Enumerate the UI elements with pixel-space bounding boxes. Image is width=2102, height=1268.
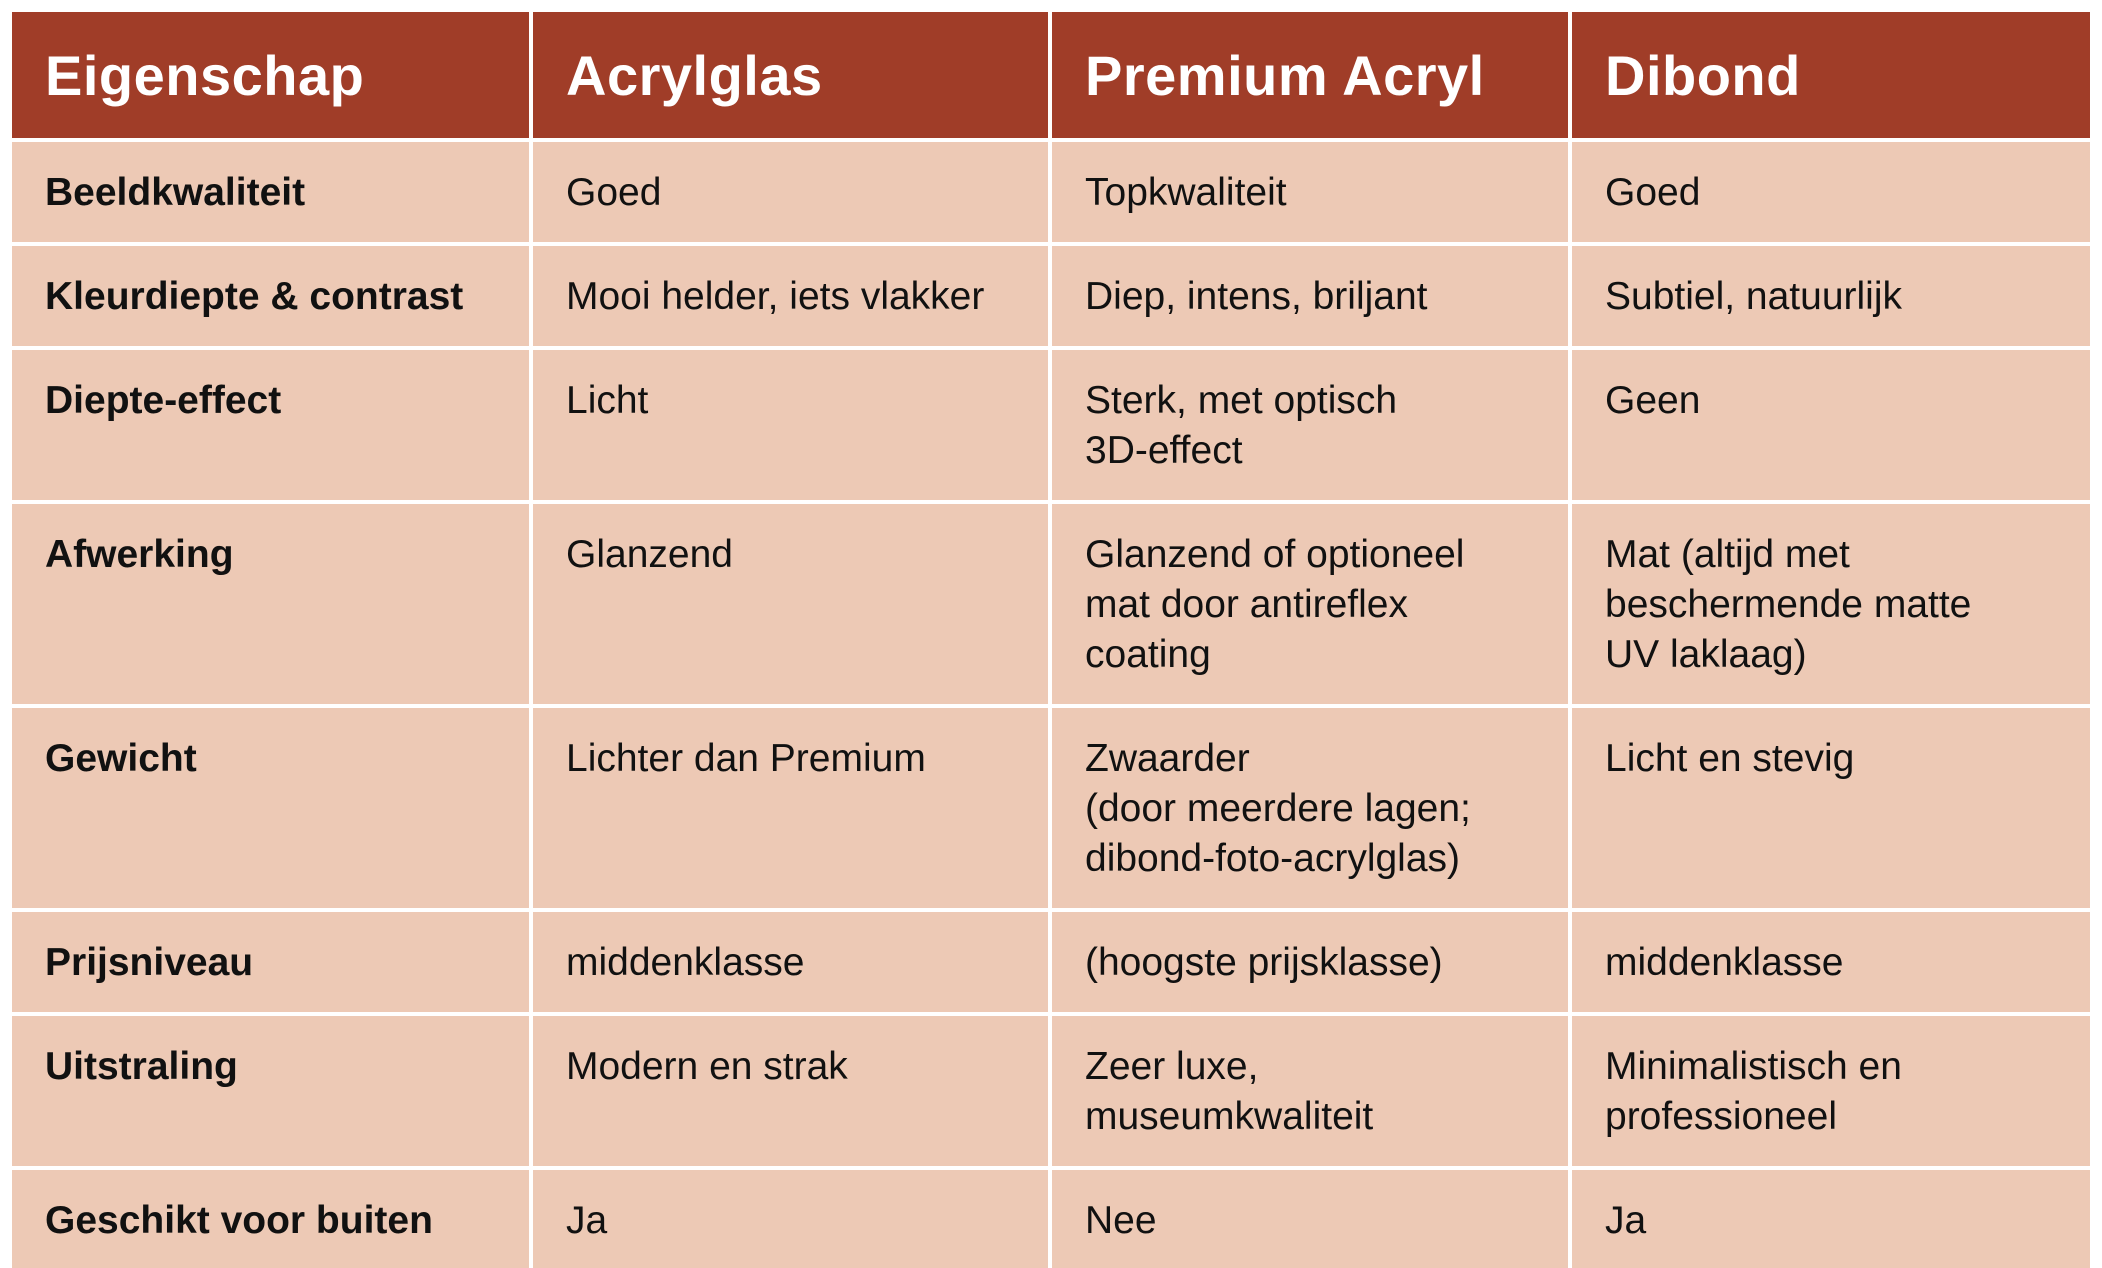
table-cell: Diep, intens, briljant xyxy=(1050,244,1570,348)
comparison-table-container xyxy=(12,12,2090,1268)
table-row xyxy=(12,244,2090,348)
row-label: Afwerking xyxy=(12,502,531,706)
table-cell: (hoogste prijsklasse) xyxy=(1050,910,1570,1014)
table-cell: Modern en strak xyxy=(531,1014,1050,1168)
row-label: Geschikt voor buiten xyxy=(12,1168,531,1268)
table-cell: Geen xyxy=(1570,348,2090,502)
table-cell: Sterk, met optisch 3D-effect xyxy=(1050,348,1570,502)
table-row xyxy=(12,910,2090,1014)
table-cell: Goed xyxy=(1570,140,2090,244)
table-cell: Licht en stevig xyxy=(1570,706,2090,910)
row-label: Gewicht xyxy=(12,706,531,910)
table-cell: middenklasse xyxy=(1570,910,2090,1014)
table-cell: Mat (altijd met beschermende matte UV laklaag) xyxy=(1570,502,2090,706)
row-label: Uitstraling xyxy=(12,1014,531,1168)
column-header-property: Eigenschap xyxy=(12,12,531,140)
row-label: Diepte-effect xyxy=(12,348,531,502)
table-row xyxy=(12,348,2090,502)
row-label: Prijsniveau xyxy=(12,910,531,1014)
table-cell: Glanzend of optioneel mat door antireflex coating xyxy=(1050,502,1570,706)
table-row xyxy=(12,1168,2090,1268)
table-cell: Glanzend xyxy=(531,502,1050,706)
table-row xyxy=(12,706,2090,910)
column-header-dibond: Dibond xyxy=(1570,12,2090,140)
table-body xyxy=(12,140,2090,1268)
table-cell: middenklasse xyxy=(531,910,1050,1014)
column-header-acrylglas: Acrylglas xyxy=(531,12,1050,140)
table-cell: Ja xyxy=(531,1168,1050,1268)
row-label: Beeldkwaliteit xyxy=(12,140,531,244)
table-cell: Nee xyxy=(1050,1168,1570,1268)
table-cell: Licht xyxy=(531,348,1050,502)
table-row xyxy=(12,502,2090,706)
table-row xyxy=(12,1014,2090,1168)
table-header xyxy=(12,12,2090,140)
table-cell: Topkwaliteit xyxy=(1050,140,1570,244)
table-cell: Lichter dan Premium xyxy=(531,706,1050,910)
table-cell: Zeer luxe, museumkwaliteit xyxy=(1050,1014,1570,1168)
header-row xyxy=(12,12,2090,140)
table-cell: Minimalistisch en professioneel xyxy=(1570,1014,2090,1168)
table-cell: Mooi helder, iets vlakker xyxy=(531,244,1050,348)
table-cell: Goed xyxy=(531,140,1050,244)
row-label: Kleurdiepte & contrast xyxy=(12,244,531,348)
table-cell: Ja xyxy=(1570,1168,2090,1268)
table-cell: Zwaarder (door meerdere lagen; dibond-foto-acrylglas) xyxy=(1050,706,1570,910)
comparison-table xyxy=(12,12,2090,1268)
table-row xyxy=(12,140,2090,244)
column-header-premium-acryl: Premium Acryl xyxy=(1050,12,1570,140)
table-cell: Subtiel, natuurlijk xyxy=(1570,244,2090,348)
